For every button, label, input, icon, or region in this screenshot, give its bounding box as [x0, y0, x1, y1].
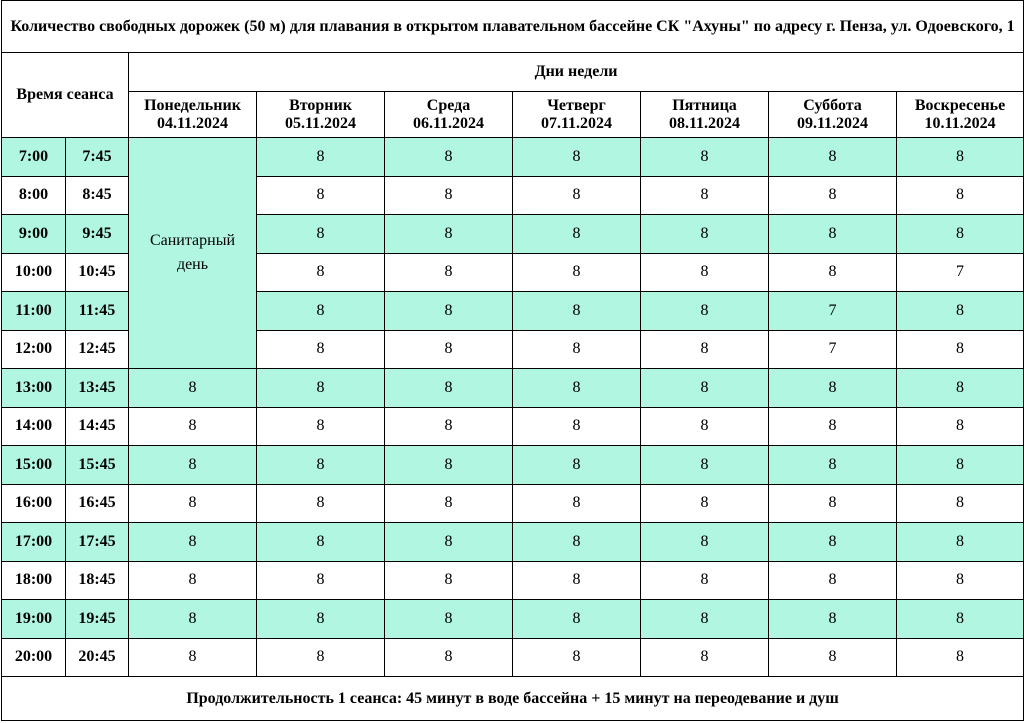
lane-count: 8 [257, 484, 385, 523]
lane-count: 8 [257, 638, 385, 677]
lane-count: 7 [769, 292, 897, 331]
day-name: Среда [426, 96, 471, 114]
lane-count: 8 [385, 446, 513, 485]
day-header [513, 92, 641, 138]
lane-count: 8 [257, 215, 385, 254]
session-end: 20:45 [66, 638, 129, 677]
lane-count: 8 [897, 407, 1024, 446]
lane-count: 8 [513, 600, 641, 639]
session-end: 7:45 [66, 138, 129, 177]
session-end: 14:45 [66, 407, 129, 446]
lane-count: 7 [897, 253, 1024, 292]
lane-count: 8 [897, 484, 1024, 523]
weekdays-header: Дни недели [129, 53, 1024, 92]
lane-count: 8 [641, 561, 769, 600]
schedule-table [1, 0, 1024, 721]
day-name: Вторник [289, 96, 352, 114]
lane-count: 8 [257, 330, 385, 369]
day-header [257, 92, 385, 138]
day-date: 06.11.2024 [412, 114, 485, 132]
lane-count: 8 [641, 600, 769, 639]
lane-count: 8 [641, 638, 769, 677]
lane-count: 8 [513, 561, 641, 600]
lane-count: 8 [513, 523, 641, 562]
day-name: Понедельник [144, 96, 241, 114]
lane-count: 8 [769, 523, 897, 562]
lane-count: 8 [129, 523, 257, 562]
session-start: 8:00 [2, 176, 66, 215]
lane-count: 8 [641, 138, 769, 177]
day-date: 09.11.2024 [796, 114, 869, 132]
day-name: Пятница [672, 96, 737, 114]
lane-count: 8 [257, 292, 385, 331]
lane-count: 8 [129, 561, 257, 600]
lane-count: 8 [513, 176, 641, 215]
session-end: 10:45 [66, 253, 129, 292]
lane-count: 8 [513, 292, 641, 331]
lane-count: 7 [769, 330, 897, 369]
session-start: 20:00 [2, 638, 66, 677]
day-header [641, 92, 769, 138]
session-start: 16:00 [2, 484, 66, 523]
lane-count: 8 [513, 369, 641, 408]
lane-count: 8 [257, 561, 385, 600]
lane-count: 8 [897, 600, 1024, 639]
lane-count: 8 [513, 484, 641, 523]
session-end: 11:45 [66, 292, 129, 331]
lane-count: 8 [385, 253, 513, 292]
sanitary-day-cell: Санитарный день [129, 138, 257, 369]
lane-count: 8 [385, 407, 513, 446]
session-end: 19:45 [66, 600, 129, 639]
lane-count: 8 [385, 369, 513, 408]
lane-count: 8 [257, 446, 385, 485]
lane-count: 8 [129, 407, 257, 446]
day-date: 07.11.2024 [540, 114, 613, 132]
day-name: Четверг [547, 96, 606, 114]
lane-count: 8 [385, 561, 513, 600]
lane-count: 8 [385, 600, 513, 639]
lane-count: 8 [769, 369, 897, 408]
table-row [2, 446, 1024, 485]
lane-count: 8 [385, 330, 513, 369]
lane-count: 8 [129, 369, 257, 408]
session-start: 18:00 [2, 561, 66, 600]
lane-count: 8 [641, 407, 769, 446]
table-row [2, 484, 1024, 523]
day-header [769, 92, 897, 138]
lane-count: 8 [641, 369, 769, 408]
lane-count: 8 [897, 176, 1024, 215]
session-start: 11:00 [2, 292, 66, 331]
day-date: 04.11.2024 [156, 114, 229, 132]
lane-count: 8 [257, 369, 385, 408]
lane-count: 8 [897, 292, 1024, 331]
day-date: 08.11.2024 [668, 114, 741, 132]
day-header [897, 92, 1024, 138]
lane-count: 8 [897, 215, 1024, 254]
session-end: 13:45 [66, 369, 129, 408]
lane-count: 8 [513, 638, 641, 677]
session-end: 15:45 [66, 446, 129, 485]
session-start: 7:00 [2, 138, 66, 177]
session-start: 10:00 [2, 253, 66, 292]
table-row [2, 523, 1024, 562]
lane-count: 8 [769, 484, 897, 523]
session-start: 12:00 [2, 330, 66, 369]
table-row [2, 600, 1024, 639]
lane-count: 8 [513, 407, 641, 446]
lane-count: 8 [641, 484, 769, 523]
session-end: 18:45 [66, 561, 129, 600]
session-end: 17:45 [66, 523, 129, 562]
lane-count: 8 [641, 330, 769, 369]
lane-count: 8 [769, 600, 897, 639]
table-row [2, 369, 1024, 408]
lane-count: 8 [897, 523, 1024, 562]
session-start: 19:00 [2, 600, 66, 639]
lane-count: 8 [385, 484, 513, 523]
session-start: 14:00 [2, 407, 66, 446]
day-date: 05.11.2024 [284, 114, 357, 132]
lane-count: 8 [257, 253, 385, 292]
day-header-row [2, 92, 1024, 138]
page-title: Количество свободных дорожек (50 м) для плавания в открытом плавательном бассейне СК "Ахуны" по адресу г. Пенза, ул. Одоевского, 1 [2, 1, 1024, 53]
lane-count: 8 [129, 446, 257, 485]
table-row [2, 138, 1024, 177]
lane-count: 8 [641, 292, 769, 331]
footer-note: Продолжительность 1 сеанса: 45 минут в воде бассейна + 15 минут на переодевание и душ [2, 677, 1024, 721]
lane-count: 8 [129, 484, 257, 523]
lane-count: 8 [897, 330, 1024, 369]
lane-count: 8 [513, 138, 641, 177]
session-end: 16:45 [66, 484, 129, 523]
table-row [2, 407, 1024, 446]
lane-count: 8 [897, 369, 1024, 408]
lane-count: 8 [257, 176, 385, 215]
lane-count: 8 [769, 253, 897, 292]
lane-count: 8 [385, 138, 513, 177]
lane-count: 8 [257, 138, 385, 177]
lane-count: 8 [641, 215, 769, 254]
lane-count: 8 [385, 215, 513, 254]
lane-count: 8 [129, 600, 257, 639]
session-end: 12:45 [66, 330, 129, 369]
table-row [2, 561, 1024, 600]
lane-count: 8 [257, 407, 385, 446]
lane-count: 8 [769, 638, 897, 677]
day-name: Суббота [803, 96, 862, 114]
lane-count: 8 [513, 446, 641, 485]
lane-count: 8 [385, 176, 513, 215]
session-start: 9:00 [2, 215, 66, 254]
session-start: 15:00 [2, 446, 66, 485]
day-header [385, 92, 513, 138]
lane-count: 8 [641, 176, 769, 215]
lane-count: 8 [641, 446, 769, 485]
lane-count: 8 [897, 638, 1024, 677]
lane-count: 8 [769, 138, 897, 177]
session-end: 8:45 [66, 176, 129, 215]
session-end: 9:45 [66, 215, 129, 254]
lane-count: 8 [897, 446, 1024, 485]
lane-count: 8 [513, 253, 641, 292]
lane-count: 8 [769, 561, 897, 600]
lane-count: 8 [769, 446, 897, 485]
lane-count: 8 [385, 523, 513, 562]
lane-count: 8 [769, 407, 897, 446]
lane-count: 8 [513, 215, 641, 254]
lane-count: 8 [129, 638, 257, 677]
lane-count: 8 [641, 523, 769, 562]
lane-count: 8 [769, 215, 897, 254]
lane-count: 8 [257, 600, 385, 639]
lane-count: 8 [897, 138, 1024, 177]
day-name: Воскресенье [914, 96, 1006, 114]
day-date: 10.11.2024 [924, 114, 996, 132]
session-start: 17:00 [2, 523, 66, 562]
lane-count: 8 [897, 561, 1024, 600]
day-header [129, 92, 257, 138]
session-start: 13:00 [2, 369, 66, 408]
table-row [2, 638, 1024, 677]
lane-count: 8 [257, 523, 385, 562]
session-time-header: Время сеанса [2, 53, 129, 138]
lane-count: 8 [641, 253, 769, 292]
lane-count: 8 [385, 638, 513, 677]
lane-count: 8 [769, 176, 897, 215]
lane-count: 8 [385, 292, 513, 331]
lane-count: 8 [513, 330, 641, 369]
